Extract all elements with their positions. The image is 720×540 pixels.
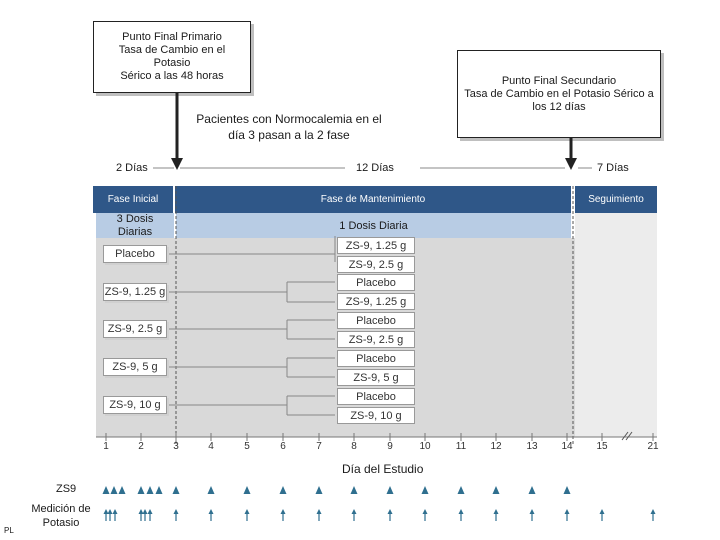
- potassium-line2: Potasio: [42, 517, 80, 529]
- axis-tick-label: 8: [351, 441, 357, 452]
- zs9-dose-marker: [156, 486, 163, 494]
- potassium-line1: Medición de: [31, 503, 91, 515]
- maintenance-arm-6: ZS-9, 2.5 g: [337, 331, 415, 348]
- potassium-measure-marker: [423, 509, 428, 521]
- zs9-dose-marker: [387, 486, 394, 494]
- potassium-measure-marker: [143, 509, 148, 521]
- axis-tick-label: 12: [490, 441, 502, 452]
- potassium-measure-marker: [281, 509, 286, 521]
- axis-tick-label: 5: [244, 441, 250, 452]
- transition-line1: Pacientes con Normocalemia en el: [196, 112, 382, 126]
- phase-initial-label: Fase Inicial: [107, 194, 159, 205]
- initial-arm-zs9-1-25: ZS-9, 1.25 g: [103, 283, 167, 301]
- zs9-dose-marker: [493, 486, 500, 494]
- duration-maintenance: 12 Días: [356, 162, 394, 174]
- maintenance-arm-7: Placebo: [337, 350, 415, 367]
- potassium-measure-marker: [352, 509, 357, 521]
- phase-maintenance-label: Fase de Mantenimiento: [320, 194, 426, 205]
- zs9-dose-marker: [422, 486, 429, 494]
- axis-tick-label: 3: [173, 441, 179, 452]
- zs9-dose-marker: [147, 486, 154, 494]
- zs9-dose-marker: [280, 486, 287, 494]
- phase-followup-label: Seguimiento: [588, 194, 644, 205]
- zs9-dose-marker: [138, 486, 145, 494]
- axis-tick-label: 6: [280, 441, 286, 452]
- axis-tick-label: 10: [419, 441, 431, 452]
- potassium-measure-marker: [104, 509, 109, 521]
- zs9-dose-marker: [119, 486, 126, 494]
- maintenance-arm-8: ZS-9, 5 g: [337, 369, 415, 386]
- dosing-maintenance-label: 1 Dosis Diaria: [339, 219, 408, 232]
- initial-arm-placebo: Placebo: [103, 245, 167, 263]
- potassium-measure-marker: [113, 509, 118, 521]
- axis-tick-label: 9: [387, 441, 393, 452]
- dosing-initial-line1: 3 Dosis: [116, 213, 154, 225]
- potassium-measure-marker: [494, 509, 499, 521]
- zs9-dose-marker: [103, 486, 110, 494]
- potassium-measure-marker: [174, 509, 179, 521]
- zs9-dose-marker: [529, 486, 536, 494]
- axis-tick-label: 14: [561, 441, 573, 452]
- maintenance-arm-1: ZS-9, 1.25 g: [337, 237, 415, 254]
- primary-line1: Punto Final Primario: [122, 31, 222, 43]
- potassium-measure-marker: [317, 509, 322, 521]
- axis-tick-label: 21: [647, 441, 659, 452]
- initial-arm-zs9-2-5: ZS-9, 2.5 g: [103, 320, 167, 338]
- zs9-dose-marker: [208, 486, 215, 494]
- maintenance-arm-5: Placebo: [337, 312, 415, 329]
- maintenance-arm-10: ZS-9, 10 g: [337, 407, 415, 424]
- zs9-dose-marker: [458, 486, 465, 494]
- initial-arm-zs9-5: ZS-9, 5 g: [103, 358, 167, 376]
- axis-tick-label: 13: [526, 441, 538, 452]
- axis-tick-label: 15: [596, 441, 608, 452]
- secondary-line3: los 12 días: [532, 100, 586, 113]
- secondary-line1: Punto Final Secundario: [501, 74, 617, 87]
- axis-tick-label: 11: [455, 441, 467, 452]
- potassium-measure-marker: [565, 509, 570, 521]
- zs9-dose-marker: [173, 486, 180, 494]
- potassium-measure-marker: [108, 509, 113, 521]
- axis-tick-label: 7: [316, 441, 322, 452]
- zs9-dose-marker: [111, 486, 118, 494]
- potassium-row-label: [30, 502, 92, 530]
- potassium-measure-marker: [530, 509, 535, 521]
- initial-arm-zs9-10: ZS-9, 10 g: [103, 396, 167, 414]
- duration-followup: 7 Días: [597, 162, 629, 174]
- maintenance-arm-9: Placebo: [337, 388, 415, 405]
- potassium-measure-marker: [148, 509, 153, 521]
- zs9-dose-marker: [564, 486, 571, 494]
- zs9-dose-marker: [316, 486, 323, 494]
- duration-initial: 2 Días: [116, 162, 148, 174]
- maintenance-arm-3: Placebo: [337, 274, 415, 291]
- axis-tick-label: 1: [103, 441, 109, 452]
- primary-line3: Sérico a las 48 horas: [120, 70, 224, 82]
- axis-title: Día del Estudio: [342, 462, 424, 476]
- potassium-measure-marker: [139, 509, 144, 521]
- zs9-dose-marker: [244, 486, 251, 494]
- potassium-measure-marker: [459, 509, 464, 521]
- zs9-dose-marker: [351, 486, 358, 494]
- potassium-measure-marker: [651, 509, 656, 521]
- potassium-measure-marker: [600, 509, 605, 521]
- dosing-initial-line2: Diarias: [117, 226, 153, 238]
- axis-tick-label: 2: [138, 441, 144, 452]
- potassium-measure-marker: [209, 509, 214, 521]
- maintenance-arm-2: ZS-9, 2.5 g: [337, 256, 415, 273]
- primary-line2: Tasa de Cambio en el Potasio: [118, 44, 226, 69]
- zs9-row-label: ZS9: [56, 483, 77, 495]
- footnote-label: PL: [4, 526, 14, 535]
- potassium-measure-marker: [245, 509, 250, 521]
- transition-line2: día 3 pasan a la 2 fase: [228, 128, 350, 142]
- axis-tick-label: 4: [208, 441, 214, 452]
- potassium-measure-marker: [388, 509, 393, 521]
- secondary-line2: Tasa de Cambio en el Potasio Sérico a: [464, 87, 654, 100]
- maintenance-arm-4: ZS-9, 1.25 g: [337, 293, 415, 310]
